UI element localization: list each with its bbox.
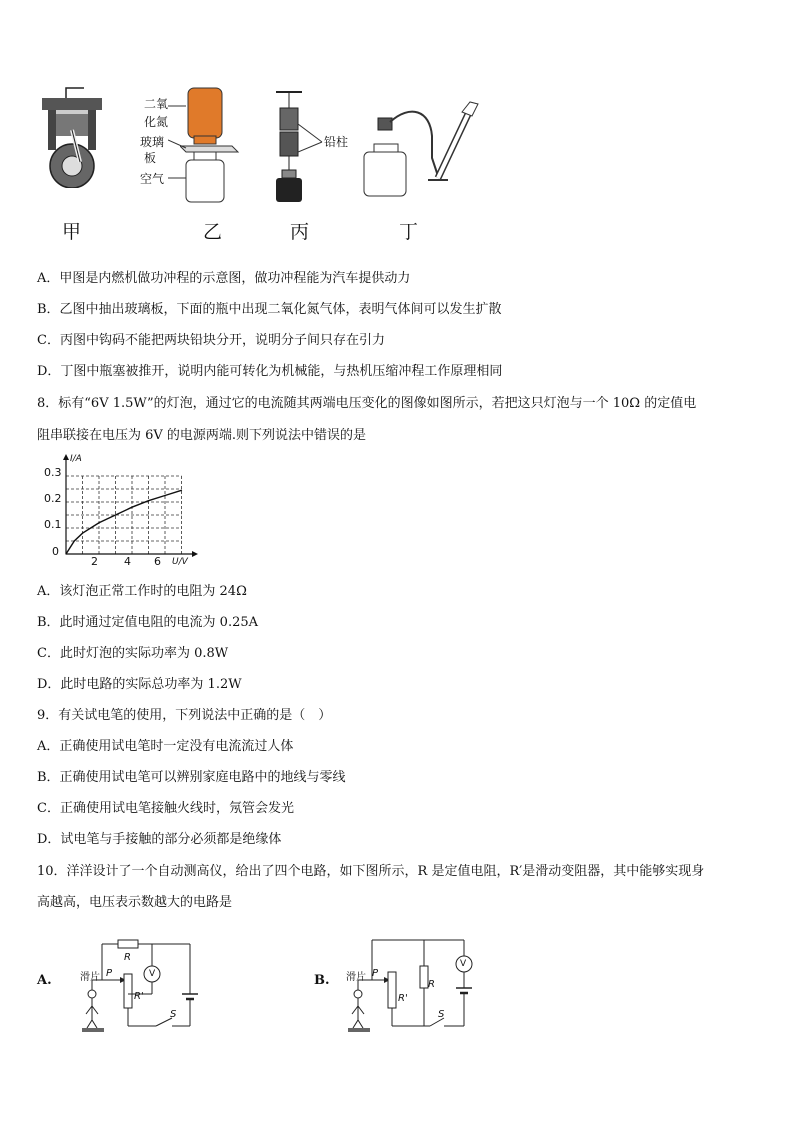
y-axis-arrow xyxy=(63,454,69,460)
y-tick-0-2: 0.2 xyxy=(44,492,62,505)
gas-bottles-diagram xyxy=(180,86,240,204)
caption-ding: 丁 xyxy=(399,221,419,243)
circuit-a-slider-label: 滑片 xyxy=(80,972,100,983)
circuit-b-rp-label: R' xyxy=(398,993,408,1004)
label-lead-cylinder: 铅柱 xyxy=(324,135,349,149)
label-glass-2: 板 xyxy=(144,151,157,165)
circuit-a-s-label: S xyxy=(170,1009,177,1020)
q9-option-a: A．正确使用试电笔时一定没有电流流过人体 xyxy=(37,739,294,754)
q9-option-d: D．试电笔与手接触的部分必须都是绝缘体 xyxy=(37,832,282,847)
q8-option-b: B．此时通过定值电阻的电流为 0.25A xyxy=(37,615,259,630)
q10-question-line2: 高越高，电压表示数越大的电路是 xyxy=(37,895,233,910)
q8-question-line1: 8．标有“6V 1.5W”的灯泡，通过它的电流随其两端电压变化的图像如图所示，若把这只灯泡与一个 10Ω 的定值电 xyxy=(37,396,697,411)
y-tick-0-1: 0.1 xyxy=(44,518,62,531)
q8-option-c: C．此时灯泡的实际功率为 0.8W xyxy=(37,646,229,661)
circuit-b-s-label: S xyxy=(438,1009,445,1020)
circuit-b-p-label: P xyxy=(372,968,379,979)
caption-yi: 乙 xyxy=(203,221,223,243)
x-axis-arrow xyxy=(192,551,198,557)
data-point xyxy=(82,533,83,534)
circuit-a-p-label: P xyxy=(106,968,113,979)
label-nitrogen-dioxide-1: 二氧 xyxy=(144,97,169,111)
data-point xyxy=(74,540,75,541)
caption-jia: 甲 xyxy=(62,221,82,243)
x-tick-4: 4 xyxy=(124,555,131,568)
data-point xyxy=(65,553,66,554)
q7-option-a: A．甲图是内燃机做功冲程的示意图，做功冲程能为汽车提供动力 xyxy=(37,271,411,286)
data-point xyxy=(148,500,149,501)
q9-option-b: B．正确使用试电笔可以辨别家庭电路中的地线与零线 xyxy=(37,770,346,785)
bottle-pump-diagram xyxy=(360,96,484,200)
circuit-a-r-label: R xyxy=(124,952,131,963)
x-axis-label: U/V xyxy=(172,557,188,567)
iu-chart-svg xyxy=(40,452,200,574)
q8-option-a: A．该灯泡正常工作时的电阻为 24Ω xyxy=(37,584,247,599)
series-line-0 xyxy=(66,490,182,554)
x-tick-2: 2 xyxy=(91,555,98,568)
y-axis-label: I/A xyxy=(70,454,82,464)
circuit-a-v-label: V xyxy=(149,969,156,979)
data-point xyxy=(115,514,116,515)
q7-option-b: B．乙图中抽出玻璃板，下面的瓶中出现二氧化氮气体，表明气体间可以发生扩散 xyxy=(37,302,502,317)
q7-option-d: D．丁图中瓶塞被推开，说明内能可转化为机械能，与热机压缩冲程工作原理相同 xyxy=(37,364,503,379)
q7-option-c: C．丙图中钩码不能把两块铅块分开，说明分子间只存在引力 xyxy=(37,333,385,348)
engine-diagram xyxy=(36,86,108,188)
data-point xyxy=(164,495,165,496)
data-point xyxy=(98,522,99,523)
q8-question-line2: 阻串联接在电压为 6V 的电源两端.则下列说法中错误的是 xyxy=(37,428,367,443)
data-point xyxy=(181,490,182,491)
y-tick-0-3: 0.3 xyxy=(44,466,62,479)
circuit-a-rp-label: R' xyxy=(134,991,144,1002)
yi-leader-lines xyxy=(168,100,188,180)
x-tick-6: 6 xyxy=(154,555,161,568)
q10-question-line1: 10．洋洋设计了一个自动测高仪，给出了四个电路，如下图所示，R 是定值电阻，R′是滑动变阻器，其中能够实现身 xyxy=(37,864,705,879)
q8-option-d: D．此时电路的实际总功率为 1.2W xyxy=(37,677,242,692)
q9-question: 9．有关试电笔的使用，下列说法中正确的是（ ） xyxy=(37,708,332,723)
circuit-b-r-label: R xyxy=(428,979,435,990)
q9-option-c: C．正确使用试电笔接触火线时，氖管会发光 xyxy=(37,801,294,816)
bing-leader-lines xyxy=(298,118,324,158)
label-nitrogen-dioxide-2: 化氮 xyxy=(144,115,169,129)
label-glass-1: 玻璃 xyxy=(140,135,165,149)
circuit-b-v-label: V xyxy=(460,959,467,969)
label-air: 空气 xyxy=(140,172,165,186)
data-point xyxy=(131,507,132,508)
circuit-b-option-label: B. xyxy=(314,973,330,988)
caption-bing: 丙 xyxy=(290,221,310,243)
origin-label: 0 xyxy=(52,545,59,558)
circuit-a-option-label: A. xyxy=(37,973,52,988)
circuit-b-slider-label: 滑片 xyxy=(346,972,366,983)
